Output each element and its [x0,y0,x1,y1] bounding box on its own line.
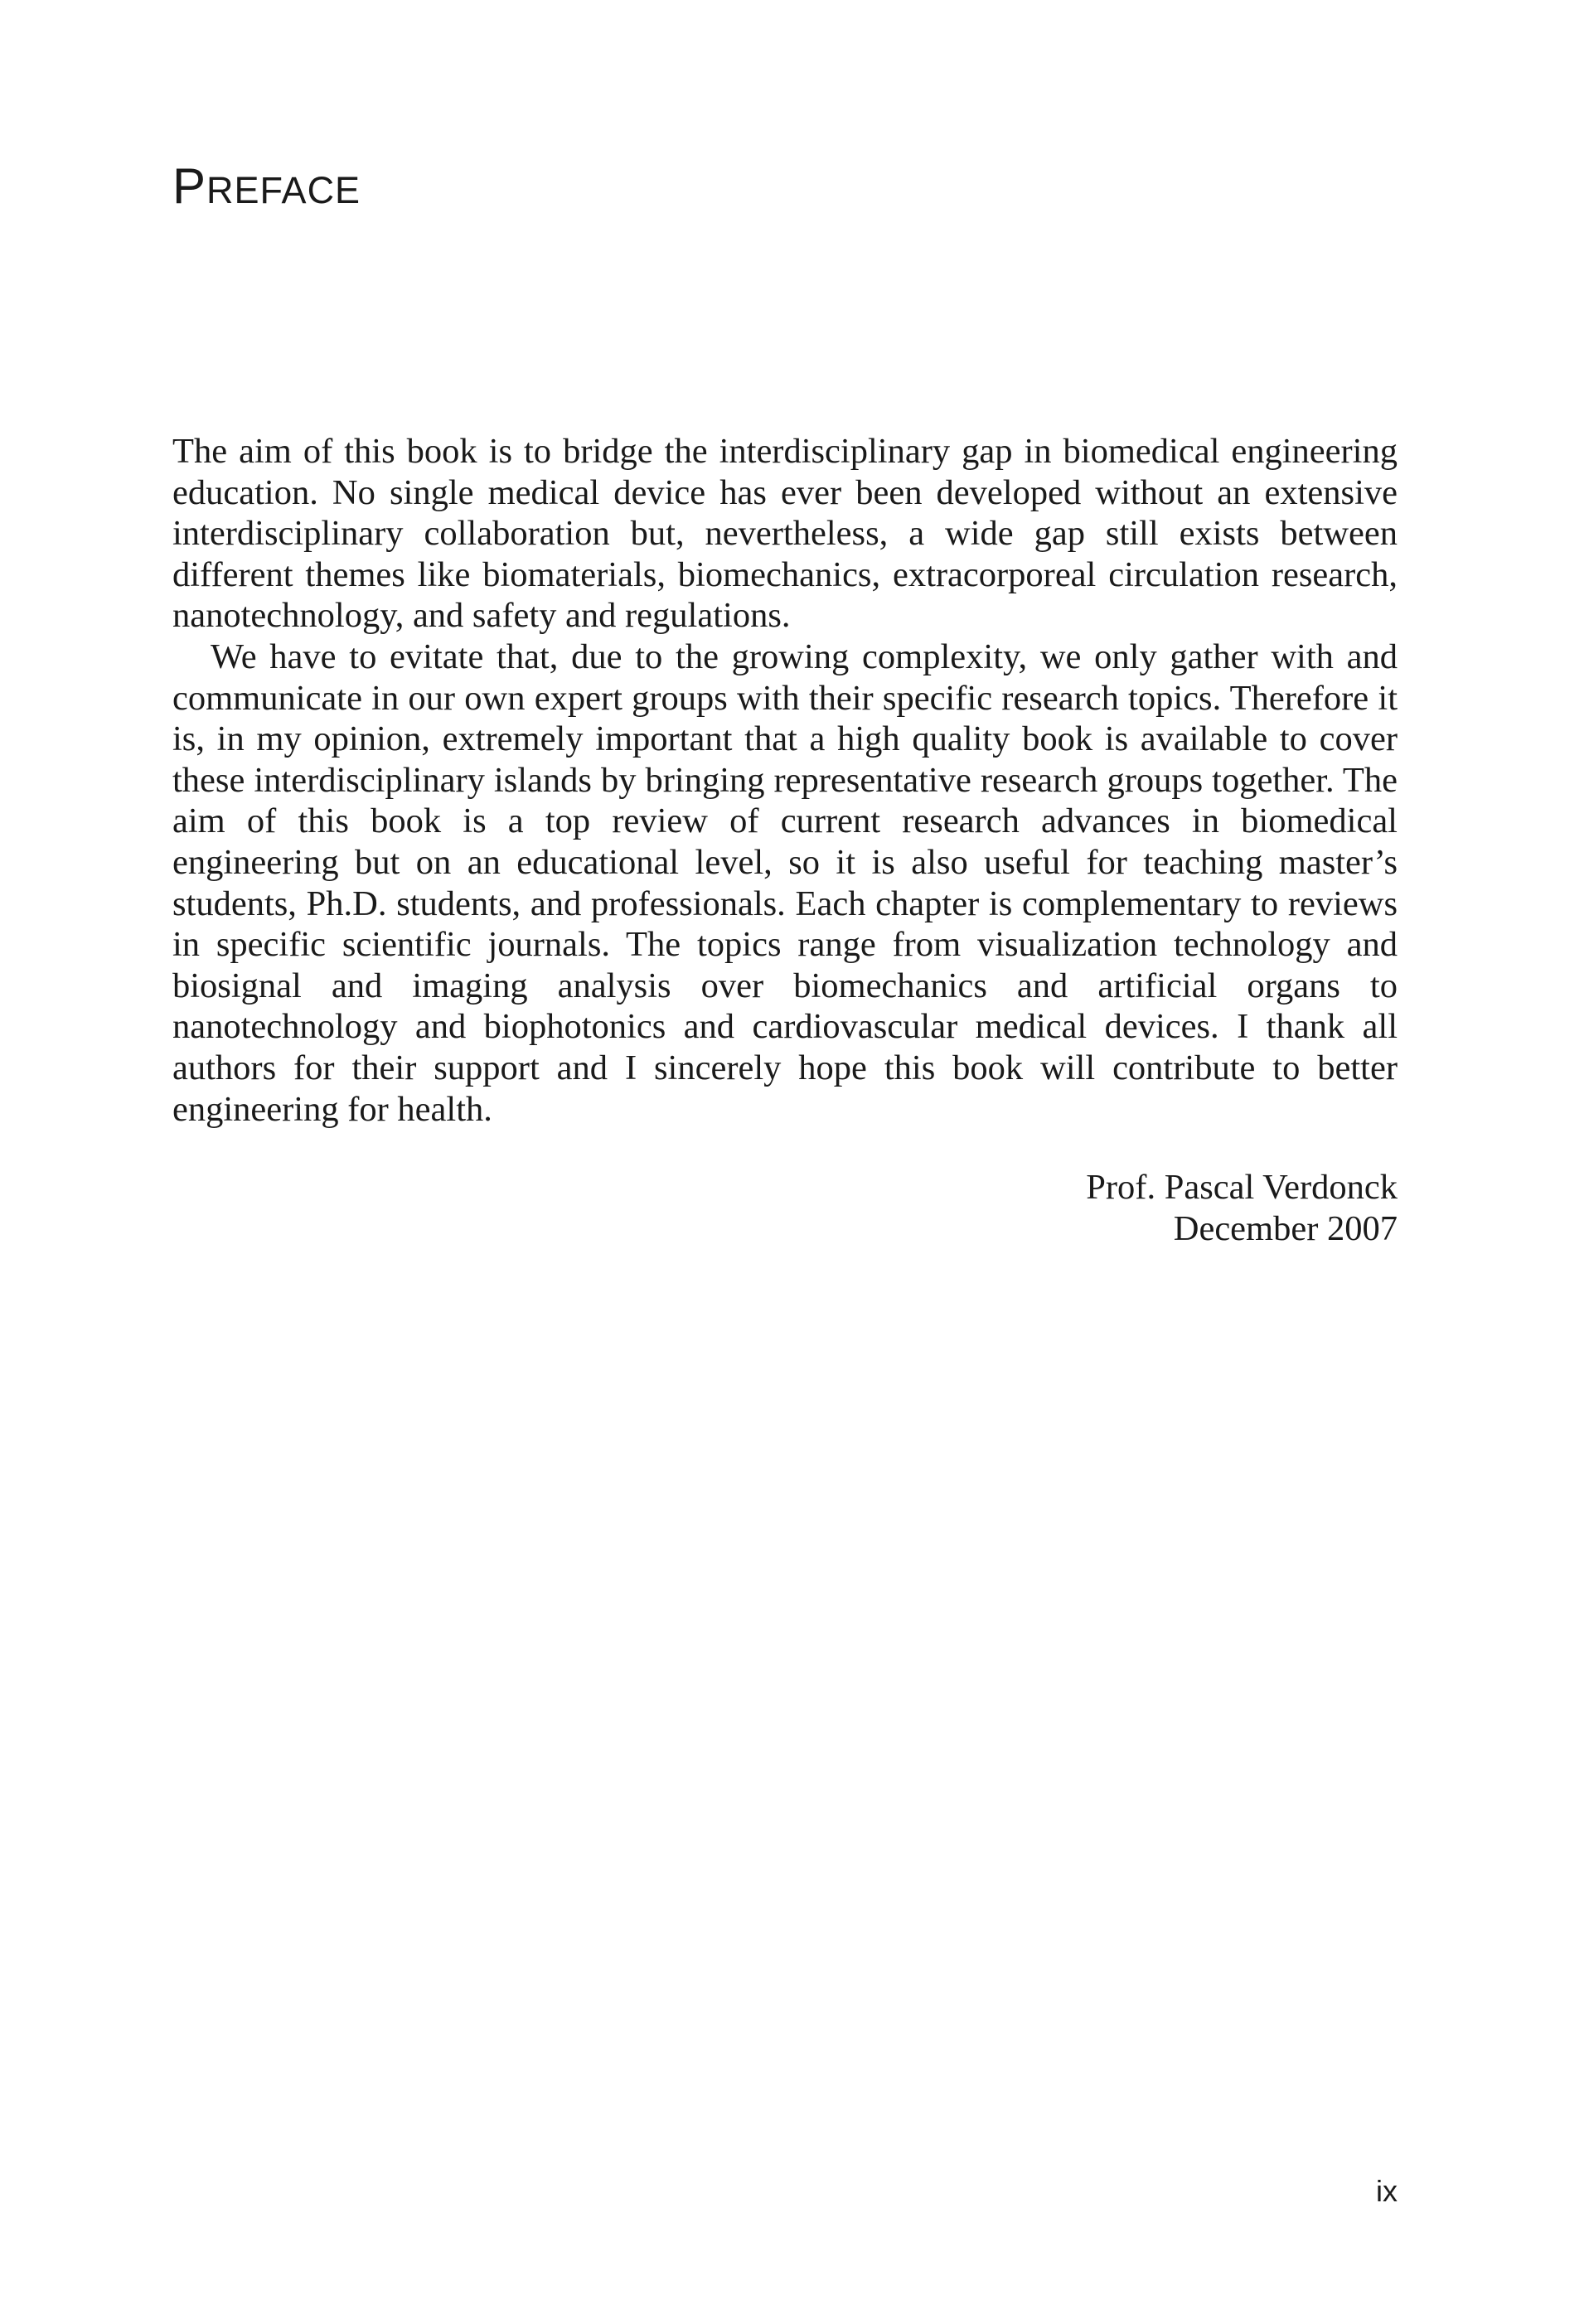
page-title-initial: P [172,158,207,214]
preface-body [172,431,1398,1130]
signature-date: December 2007 [1173,1209,1398,1248]
signature-block [983,1167,1398,1250]
paragraph-2: We have to evitate that, due to the growing complexity, we only gather with and communicate in our own expert groups with their specific research topics. Therefore it is, in my opinion, extremely important that a high quality book is available to cover these interdisciplinary islands by bringing representative research groups together. The aim of this book is a top review of current research advances in biomedical engineering but on an educational level, so it is also useful for teaching master’s students, Ph.D. students, and professionals. Each chapter is complementary to reviews in specific scientific journals. The topics range from visualization technology and biosignal and imaging analysis over biomechanics and artificial organs to nanotechnology and biophotonics and cardiovascular medical devices. I thank all authors for their support and I sincerely hope this book will contribute to better engineering for health. [172,637,1398,1129]
page-title [172,157,361,220]
signature-author: Prof. Pascal Verdonck [1086,1168,1398,1207]
paragraph-1: The aim of this book is to bridge the interdisciplinary gap in biomedical engineering education. No single medical device has ever been developed without an extensive interdisciplinary collaboration but, nevertheless, a wide gap still exists between different themes like biomaterials, biomechanics, extracorporeal circulation research, nanotechnology, and safety and regulations. [172,432,1398,636]
page-number: ix [1376,2174,1398,2208]
page-title-rest: REFACE [206,169,361,211]
